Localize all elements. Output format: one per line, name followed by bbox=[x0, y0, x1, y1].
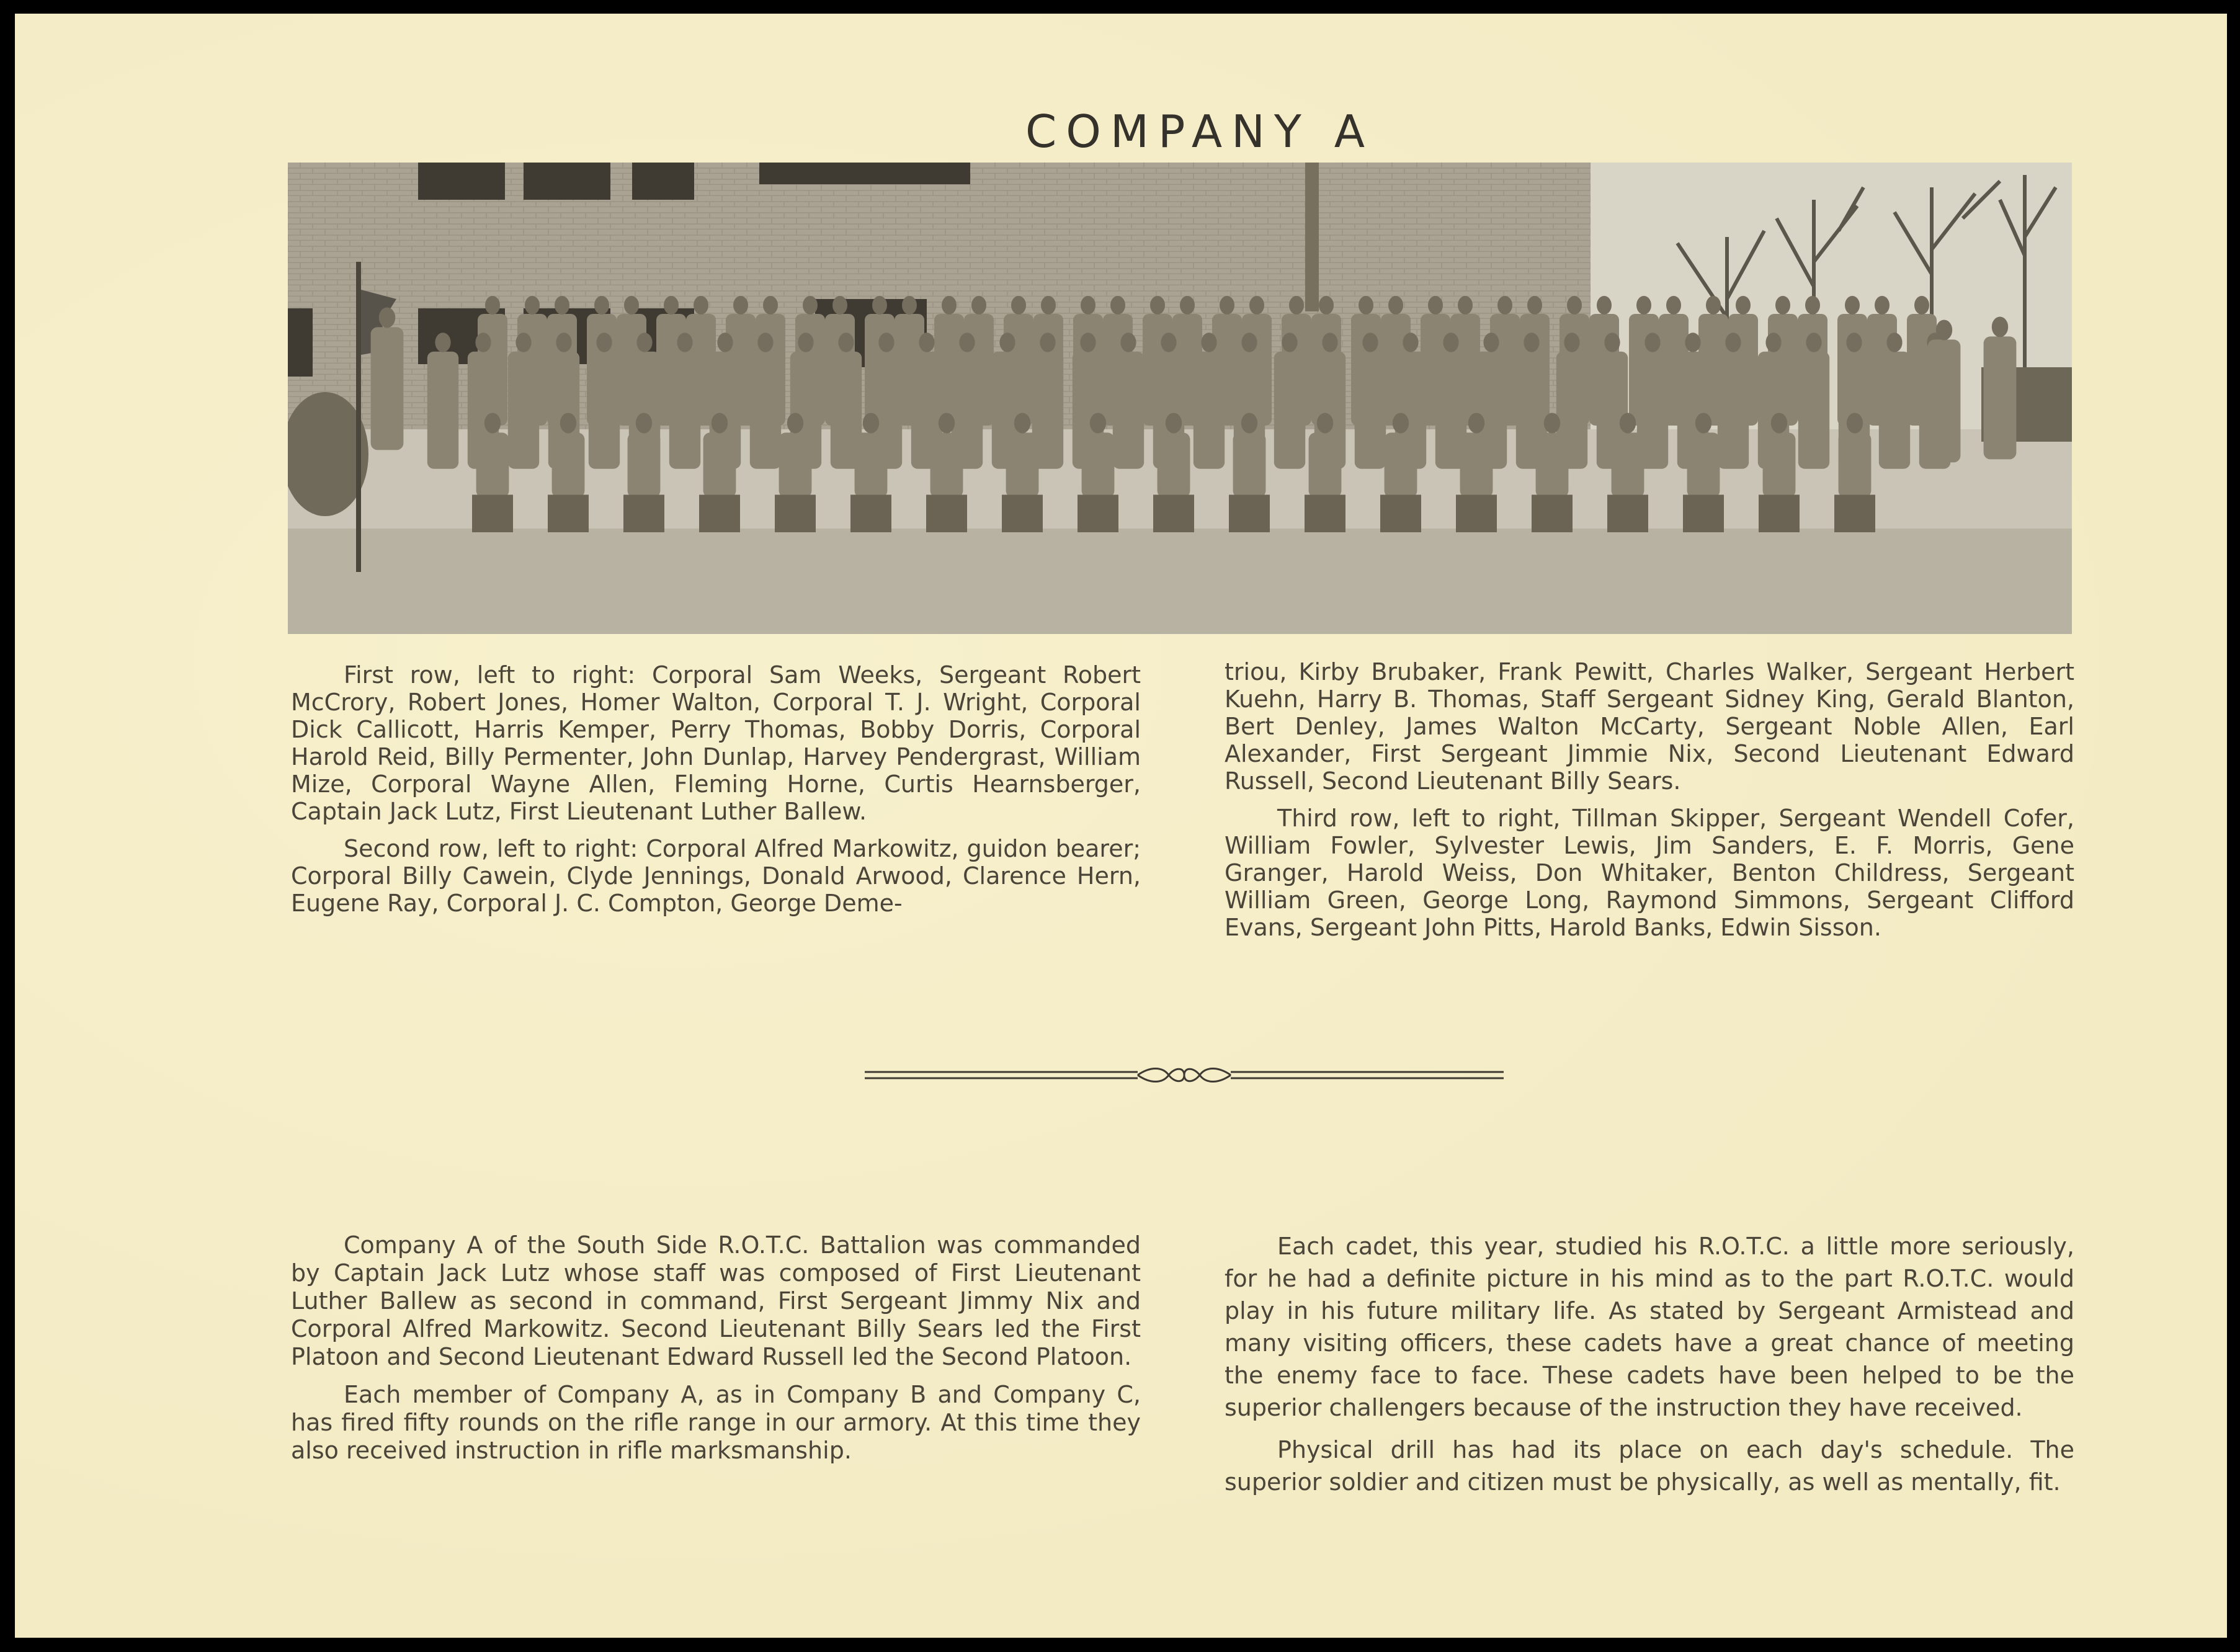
soldier-figure bbox=[1984, 317, 2017, 460]
caption-right-column bbox=[1225, 658, 2074, 951]
caption-second-row-end: triou, Kirby Brubaker, Frank Pewitt, Charles Walker, Sergeant Herbert Kuehn, Harry B. Thomas, Staff Sergeant Sidney King, Gerald Blanton, Bert Denley, James Walton McCarty, Sergeant Noble Allen, Earl Alexander, First Sergeant Jimmie Nix, Second Lieutenant Edward Russell, Second Lieutenant Billy Sears. bbox=[1225, 658, 2074, 795]
soldier-figure bbox=[508, 333, 539, 468]
soldier-figure bbox=[1194, 333, 1225, 468]
company-group-photo bbox=[288, 163, 2072, 634]
body-left-column bbox=[291, 1231, 1141, 1475]
page-title: COMPANY A bbox=[1025, 105, 1375, 158]
body-paragraph-2: Each member of Company A, as in Company B and Company C, has fired fifty rounds on the rifle range in our armory. At this time they also received instruction in rifle marksmanship. bbox=[291, 1381, 1141, 1464]
drainpipe bbox=[1305, 163, 1319, 311]
caption-second-row-start: Second row, left to right: Corporal Alfred Markowitz, guidon bearer; Corporal Billy Cawein, Clyde Jennings, Donald Arwood, Clarence Hern, Eugene Ray, Corporal J. C. Compton, George Deme- bbox=[291, 835, 1141, 917]
body-paragraph-1: Company A of the South Side R.O.T.C. Battalion was commanded by Captain Jack Lutz whose staff was composed of First Lieutenant Luther Ballew as second in command, First Sergeant Jimmy Nix and Corporal Alfred Markowitz. Second Lieutenant Billy Sears led the First Platoon and Second Lieutenant Edward Russell led the Second Platoon. bbox=[291, 1231, 1141, 1370]
soldier-figure bbox=[1879, 333, 1910, 468]
body-paragraph-4: Physical drill has had its place on each day's schedule. The superior soldier and citizen must be physically, as well as mentally, fit. bbox=[1225, 1436, 2074, 1496]
caption-third-row: Third row, left to right, Tillman Skipper, Sergeant Wendell Cofer, William Fowler, Sylvester Lewis, Jim Sanders, E. F. Morris, Gene Granger, Harold Weiss, Don Whitaker, Benton Childress, Sergeant William Green, George Long, Raymond Simmons, Sergeant Clifford Evans, Sergeant John Pitts, Harold Banks, Edwin Sisson. bbox=[1225, 805, 2074, 941]
caption-left-column bbox=[291, 661, 1141, 927]
soldier-figure bbox=[1798, 333, 1829, 468]
soldier-figure bbox=[589, 333, 620, 468]
soldier-figure bbox=[1355, 333, 1386, 468]
soldier-figure bbox=[1718, 333, 1749, 468]
body-paragraph-3: Each cadet, this year, studied his R.O.T.C. a little more seriously, for he had a definite picture in his mind as to the part R.O.T.C. would play in his future military life. As stated by Sergeant Armistead and many visiting officers, these cadets have a great chance of meeting the enemy face to face. These cadets have been helped to be the superior challengers because of the instruction they have received. bbox=[1225, 1233, 2074, 1421]
lawn bbox=[288, 529, 2072, 634]
soldier-figure bbox=[750, 333, 781, 468]
soldier-figure bbox=[1113, 333, 1144, 468]
soldier-figure bbox=[669, 333, 700, 468]
soldier-figure bbox=[1274, 333, 1305, 468]
body-right-column bbox=[1225, 1230, 2074, 1508]
ornament-divider bbox=[865, 1063, 1504, 1088]
soldier-figure bbox=[371, 308, 404, 450]
group-photo-image bbox=[288, 163, 2072, 634]
soldier-rows bbox=[371, 296, 2017, 532]
yearbook-page bbox=[15, 14, 2227, 1638]
caption-first-row: First row, left to right: Corporal Sam Weeks, Sergeant Robert McCrory, Robert Jones, Homer Walton, Corporal T. J. Wright, Corporal Dick Callicott, Harris Kemper, Perry Thomas, Bobby Dorris, Corporal Harold Reid, Billy Permenter, John Dunlap, Harvey Pendergrast, William Mize, Corporal Wayne Allen, Fleming Horne, Curtis Hearnsberger, Captain Jack Lutz, First Lieutenant Luther Ballew. bbox=[291, 661, 1141, 825]
soldier-figure bbox=[427, 333, 458, 468]
soldier-figure bbox=[1928, 320, 1961, 463]
